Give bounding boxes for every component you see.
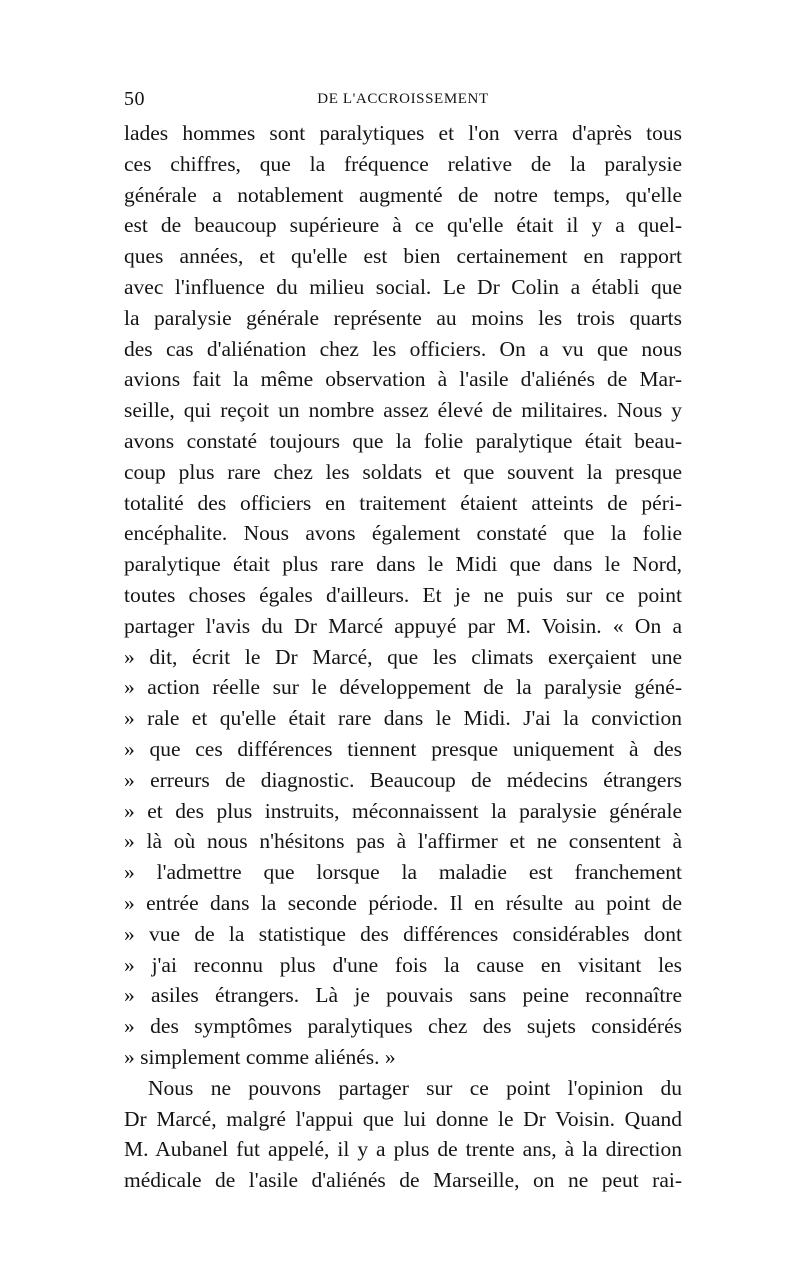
quoted-line: » l'admettre que lorsque la maladie est franchement <box>124 860 682 885</box>
text-line: M. Aubanel fut appelé, il y a plus de trente ans, à la direction <box>124 1137 682 1162</box>
quoted-line: » entrée dans la seconde période. Il en résulte au point de <box>124 890 682 915</box>
text-line: est de beaucoup supérieure à ce qu'elle était il y a quel- <box>124 213 682 238</box>
quoted-line: » simplement comme aliénés. » <box>124 1044 396 1069</box>
quoted-line: » rale et qu'elle était rare dans le Midi. J'ai la conviction <box>124 706 682 731</box>
quoted-line: » dit, écrit le Dr Marcé, que les climats exerçaient une <box>124 644 682 669</box>
text-line: paralytique était plus rare dans le Midi que dans le Nord, <box>124 552 682 577</box>
text-line: avec l'influence du milieu social. Le Dr Colin a établi que <box>124 274 682 299</box>
text-line: Dr Marcé, malgré l'appui que lui donne le Dr Voisin. Quand <box>124 1106 682 1131</box>
quoted-line: » asiles étrangers. Là je pouvais sans peine reconnaître <box>124 983 682 1008</box>
text-line: encéphalite. Nous avons également constaté que la folie <box>124 521 682 546</box>
quoted-line: » que ces différences tiennent presque uniquement à des <box>124 736 682 761</box>
running-title: DE L'ACCROISSEMENT <box>317 91 489 107</box>
text-line: totalité des officiers en traitement étaient atteints de péri- <box>124 490 682 515</box>
text-line: la paralysie générale représente au moins les trois quarts <box>124 305 682 330</box>
quoted-line: » vue de la statistique des différences considérables dont <box>124 921 682 946</box>
text-line: lades hommes sont paralytiques et l'on verra d'après tous <box>124 121 682 145</box>
text-line: des cas d'aliénation chez les officiers. On a vu que nous <box>124 336 682 361</box>
book-page <box>124 88 682 1196</box>
running-head <box>124 88 682 112</box>
text-line: ques années, et qu'elle est bien certainement en rapport <box>124 244 682 269</box>
paragraph-start-line: Nous ne pouvons partager sur ce point l'opinion du <box>148 1075 682 1100</box>
text-line: seille, qui reçoit un nombre assez élevé de militaires. Nous y <box>124 398 682 423</box>
page-number: 50 <box>124 88 145 110</box>
quoted-line: » j'ai reconnu plus d'une fois la cause en visitant les <box>124 952 682 977</box>
quoted-line: » là où nous n'hésitons pas à l'affirmer et ne consentent à <box>124 829 682 854</box>
text-line: toutes choses égales d'ailleurs. Et je ne puis sur ce point <box>124 582 682 607</box>
text-line: coup plus rare chez les soldats et que souvent la presque <box>124 459 682 484</box>
text-line: avions fait la même observation à l'asile d'aliénés de Mar- <box>124 367 682 392</box>
text-line: médicale de l'asile d'aliénés de Marseille, on ne peut rai- <box>124 1168 682 1193</box>
text-line: générale a notablement augmenté de notre temps, qu'elle <box>124 182 682 207</box>
quoted-line: » action réelle sur le développement de la paralysie géné- <box>124 675 682 700</box>
text-line: partager l'avis du Dr Marcé appuyé par M. Voisin. « On a <box>124 613 682 638</box>
quoted-line: » des symptômes paralytiques chez des sujets considérés <box>124 1014 682 1039</box>
quoted-line: » et des plus instruits, méconnaissent la paralysie générale <box>124 798 682 823</box>
text-line: avons constaté toujours que la folie paralytique était beau- <box>124 428 682 453</box>
text-line: ces chiffres, que la fréquence relative de la paralysie <box>124 151 682 176</box>
quoted-line: » erreurs de diagnostic. Beaucoup de médecins étrangers <box>124 767 682 792</box>
body-text <box>124 118 682 1196</box>
